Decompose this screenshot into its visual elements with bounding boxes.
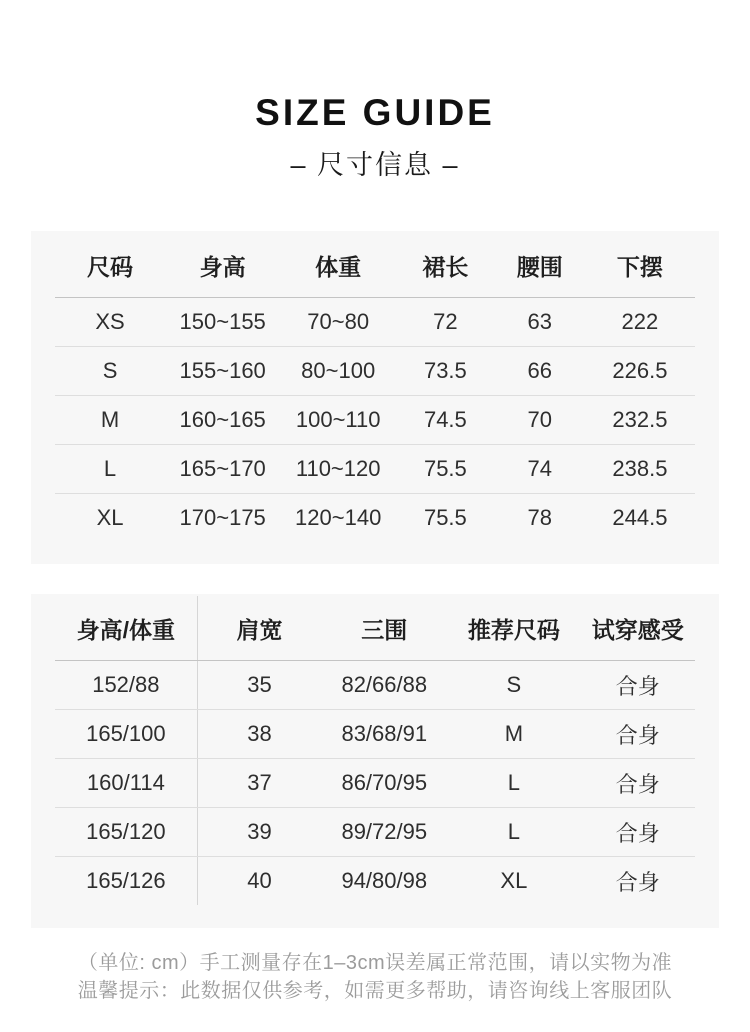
size-table-cell: 72 <box>433 309 458 334</box>
fit-table-row <box>55 808 695 857</box>
fit-table-cell: 94/80/98 <box>341 868 428 893</box>
size-table-cell: M <box>100 407 120 432</box>
size-table-row <box>55 494 695 542</box>
fit-table-cell: 89/72/95 <box>341 819 428 844</box>
size-table-cell: XL <box>96 505 124 530</box>
page-title: SIZE GUIDE <box>255 92 495 133</box>
size-table-cell: 244.5 <box>612 505 668 530</box>
size-table-row <box>55 445 695 494</box>
size-table-cell: 74.5 <box>423 407 467 432</box>
fit-table-cell: 160/114 <box>55 759 198 807</box>
fit-table-header-cell: 推荐尺码 <box>467 616 560 643</box>
fit-table-cell: 165/100 <box>55 710 198 758</box>
fit-table-cell: 35 <box>247 672 272 697</box>
fit-table-panel <box>31 594 719 928</box>
size-table-cell: 222 <box>621 309 659 334</box>
fit-table-cell: 合身 <box>615 673 660 699</box>
fit-table-cell: 合身 <box>615 869 660 895</box>
size-table-header-cell: 裙长 <box>422 253 469 280</box>
fit-table-cell: S <box>506 672 522 697</box>
size-table-cell: 150~155 <box>179 309 266 334</box>
fit-table-cell: 165/120 <box>55 808 198 856</box>
fit-table-cell: M <box>504 721 524 746</box>
fit-table-cell: 165/126 <box>55 857 198 905</box>
fit-table-body <box>55 661 695 905</box>
fit-table-row <box>55 857 695 905</box>
size-table-cell: 80~100 <box>301 358 376 383</box>
size-table-cell: 75.5 <box>423 456 467 481</box>
size-table-row <box>55 347 695 396</box>
size-table-cell: 120~140 <box>295 505 382 530</box>
fit-table-cell: 37 <box>247 770 272 795</box>
fit-table-header-cell: 肩宽 <box>236 616 283 643</box>
size-table-header-cell: 腰围 <box>516 253 563 280</box>
size-table-cell: 160~165 <box>179 407 266 432</box>
fit-table-header-row <box>55 596 695 661</box>
fit-table-header-cell: 身高/体重 <box>55 596 198 660</box>
size-table-row <box>55 396 695 445</box>
size-table-cell: 165~170 <box>179 456 266 481</box>
footer-note <box>0 949 750 1005</box>
size-table-cell: 78 <box>527 505 552 530</box>
fit-table-cell: 合身 <box>615 722 660 748</box>
size-table-cell: 70 <box>527 407 552 432</box>
size-table-header-cell: 体重 <box>315 253 362 280</box>
fit-table-cell: 合身 <box>615 771 660 797</box>
size-table-cell: 75.5 <box>423 505 467 530</box>
size-table-header-row <box>55 233 695 298</box>
footer-note-line1: （单位: cm）手工测量存在1–3cm误差属正常范围，请以实物为准 <box>77 952 673 974</box>
size-table-cell: 73.5 <box>423 358 467 383</box>
size-table-cell: 238.5 <box>612 456 668 481</box>
size-table-body <box>55 298 695 542</box>
fit-table-cell: 40 <box>247 868 272 893</box>
size-table-cell: 100~110 <box>295 407 381 432</box>
fit-table-row <box>55 661 695 710</box>
size-table-header-cell: 尺码 <box>87 253 134 280</box>
fit-table-header-cell: 三围 <box>361 616 408 643</box>
size-table-cell: S <box>102 358 118 383</box>
fit-table-cell: 83/68/91 <box>341 721 428 746</box>
footer-note-line2: 温馨提示：此数据仅供参考，如需更多帮助，请咨询线上客服团队 <box>77 980 673 1002</box>
size-table-cell: 66 <box>527 358 552 383</box>
size-table-panel <box>31 231 719 564</box>
fit-table-row <box>55 759 695 808</box>
size-table-cell: 63 <box>527 309 552 334</box>
size-table-cell: L <box>103 456 117 481</box>
size-table-row <box>55 298 695 347</box>
fit-table-cell: L <box>507 770 520 795</box>
size-table-header-cell: 下摆 <box>616 253 663 280</box>
fit-table-cell: L <box>507 819 520 844</box>
fit-table-cell: 合身 <box>615 820 660 846</box>
size-table-cell: 226.5 <box>612 358 668 383</box>
fit-table-cell: 39 <box>247 819 272 844</box>
fit-table-cell: 152/88 <box>55 661 198 709</box>
fit-table-cell: 38 <box>247 721 272 746</box>
fit-table-cell: XL <box>500 868 528 893</box>
page-subtitle: – 尺寸信息 – <box>290 150 460 180</box>
size-table-header-cell: 身高 <box>199 253 246 280</box>
size-table-cell: 232.5 <box>612 407 668 432</box>
size-table-cell: 74 <box>527 456 552 481</box>
size-table-cell: 155~160 <box>179 358 266 383</box>
size-table-cell: 70~80 <box>307 309 370 334</box>
size-table-cell: 170~175 <box>179 505 266 530</box>
fit-table-cell: 86/70/95 <box>341 770 428 795</box>
size-table-cell: XS <box>95 309 125 334</box>
size-table-cell: 110~120 <box>295 456 381 481</box>
fit-table-header-cell: 试穿感受 <box>591 616 684 643</box>
fit-table-row <box>55 710 695 759</box>
fit-table-cell: 82/66/88 <box>341 672 428 697</box>
